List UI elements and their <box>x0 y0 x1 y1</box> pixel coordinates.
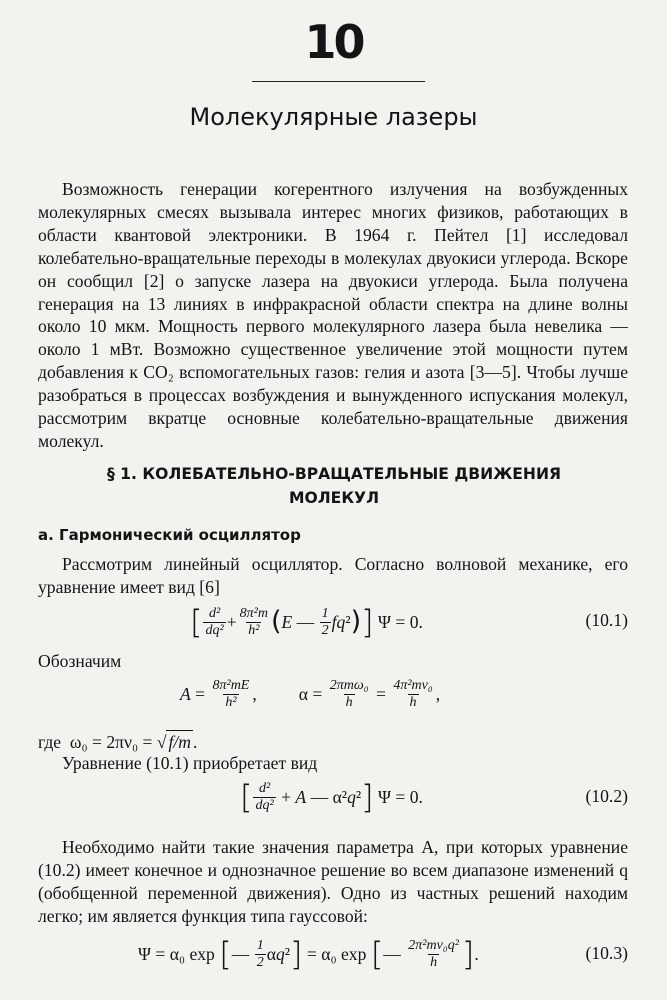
paragraph-oscillator <box>38 553 628 599</box>
text-gde: где <box>38 732 62 752</box>
chapter-number: 10 <box>304 15 363 69</box>
equation-number-10-1: (10.1) <box>585 610 628 630</box>
paragraph-solution-text: Необходимо найти такие значения параметра A, при которых уравнение (10.2) имеет конечное и однозначное решение во всем диапазоне изменений q (обобщенной переменной движения). Одно из частных решений находим легко; им является функция типа гауссовой: <box>38 837 628 926</box>
equation-number-10-2: (10.2) <box>585 786 628 806</box>
text-uravnenie: Уравнение (10.1) приобретает вид <box>62 753 318 773</box>
equation-number-10-3: (10.3) <box>585 943 628 963</box>
section-heading: § 1. КОЛЕБАТЕЛЬНО-ВРАЩАТЕЛЬНЫЕ ДВИЖЕНИЯ МОЛЕКУЛ <box>106 465 562 507</box>
omega-definition: где ω₀ = 2πν₀ = √ f/m . <box>38 732 198 752</box>
paragraph-oscillator-text: Рассмотрим линейный осциллятор. Согласно волновой механике, его уравнение имеет вид [6] <box>38 554 628 597</box>
text-oboznachim: Обозначим <box>38 651 122 671</box>
intro-paragraph: Возможность генерации когерентного излучения на возбужденных молекулярных смесях вызывала интерес многих физиков, работающих в области квантовой электроники. В 1964 г. Пейтел [1] исследовал колебательно-вращательные переходы в молекулах двуокиси углерода. Вскоре он сообщил [2] о запуске лазера на двуокиси углерода. Была получена генерация на 13 линиях в инфракрасной области спектра на длине волны около 10 мкм. Мощность первого молекулярного лазера была невелика — около 1 мВт. Возможно существенное увеличение этой мощности путем добавления к CO₂ вспомогательных газов: гелия и азота [3—5]. Чтобы лучше разобраться в процессах возбуждения и вынужденного испускания молекул, рассмотрим вкратце основные колебательно-вращательные движения молекул. <box>38 179 628 451</box>
subsection-heading: а. Гармонический осциллятор <box>38 526 301 544</box>
chapter-divider <box>252 81 425 82</box>
intro-paragraph-block <box>38 178 628 453</box>
equation-10-2: [ $\frac{\text{d²}}{\text{dq²}}$ + A — α² q ² ] Ψ = 0. <box>240 778 423 816</box>
equation-definitions: A = $\frac{\text{8π²mE}}{\text{h²}}$ , α = $\frac{\text{2πmω₀}}{h}$ = $\frac{\text{4π²mν₀}}{h}$ , <box>180 677 441 710</box>
paragraph-solution <box>38 836 628 928</box>
equation-10-1: [ $\frac{\text{d²}}{\text{dq²}}$ + $\frac{\text{8π²m}}{\text{h²}}$ ( E — $\frac{1}{2}$ fq ² ) ] Ψ = 0. <box>190 603 423 641</box>
equation-10-3: Ψ = α₀ exp [ — $\frac{1}{2}$ α q ² ] = α₀ exp [ — $\frac{\text{2π²mν₀q²}}{h}$ ] . <box>138 935 479 973</box>
chapter-title: Молекулярные лазеры <box>189 103 478 131</box>
